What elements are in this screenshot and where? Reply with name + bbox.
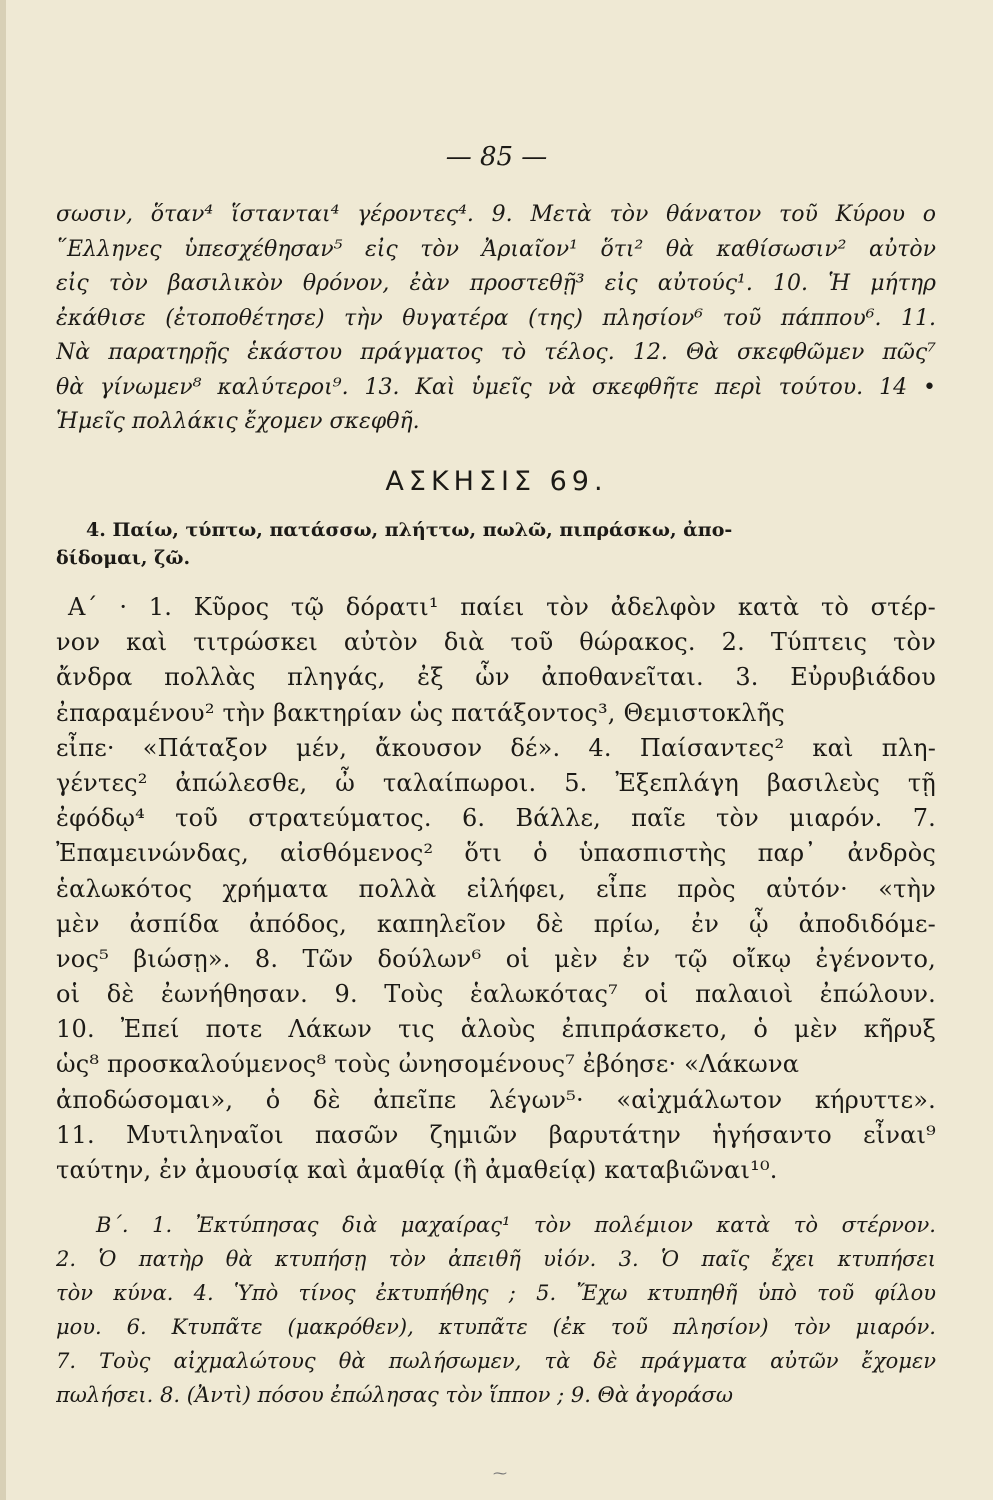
text-line: ταύτην, ἐν ἀμουσίᾳ καὶ ἀμαθίᾳ (ἢ ἀμαθείᾳ) καταβιῶναι¹⁰. [56,1156,778,1184]
intro-paragraph [56,198,936,440]
bottom-ink-mark: ⁓ [493,1466,507,1482]
text-line: εἰς τὸν βασιλικὸν θρόνον, ἐὰν προστεθῇ³ εἰς αὐτούς¹. 10. Ἡ μήτηρ [56,271,936,296]
text-line: ὡς⁸ προσκαλούμενος⁸ τοὺς ὠνησομένους⁷ ἐβόησε· «Λάκωνα [56,1050,800,1079]
text-line: μου. 6. Κτυπᾶτε (μακρόθεν), κτυπᾶτε (ἐκ τοῦ πλησίον) τὸν μιαρόν. [56,1315,936,1339]
text-line: ἐκάθισε (ἐτοποθέτησε) τὴν θυγατέρα (της) πλησίον⁶ τοῦ πάππου⁶. 11. [56,305,936,331]
text-line: γέντες² ἀπώλεσθε, ὦ ταλαίπωροι. 5. Ἐξεπλάγη βασιλεὺς τῇ [56,768,936,797]
exercise-a [56,590,936,1188]
text-line: 4. Παίω, τύπτω, πατάσσω, πλήττω, πωλῶ, πιπράσκω, ἀπο- [86,519,733,541]
text-line: Α΄ · 1. Κῦρος τῷ δόρατι¹ παίει τὸν ἀδελφὸν κατὰ τὸ στέρ- [68,593,936,621]
page-number: — 85 — [445,142,548,172]
text-line: Ἡμεῖς πολλάκις ἔχομεν σκεφθῆ. [56,409,420,434]
text-line: ἐπαραμένου² τὴν βακτηρίαν ὡς πατάξοντος³, Θεμιστοκλῆς [56,698,785,727]
text-line: οἱ δὲ ἐωνήθησαν. 9. Τοὺς ἑαλωκότας⁷ οἱ παλαιοὶ ἐπώλουν. [56,980,936,1009]
text-line: 2. Ὁ πατὴρ θὰ κτυπήσῃ τὸν ἀπειθῆ υἱόν. 3. Ὁ παῖς ἔχει κτυπήσει [56,1247,936,1271]
text-line: Ἐπαμεινώνδας, αἰσθόμενος² ὅτι ὁ ὑπασπιστὴς παρ᾽ ἀνδρὸς [56,839,936,868]
text-line: ἑαλωκότος χρήματα πολλὰ εἰλήφει, εἶπε πρὸς αὐτόν· «τὴν [56,874,936,903]
text-line: νος⁵ βιώσῃ». 8. Τῶν δούλων⁶ οἱ μὲν ἐν τῷ οἴκῳ ἐγένοντο, [56,944,936,973]
text-line: Β΄. 1. Ἐκτύπησας διὰ μαχαίρας¹ τὸν πολέμιον κατὰ τὸ στέρνον. [96,1213,936,1237]
page-edge-shadow [0,0,6,1500]
text-line: ἄνδρα πολλὰς πληγάς, ἐξ ὧν ἀποθανεῖται. 3. Εὐρυβιάδου [56,663,936,692]
text-line: ἀποδώσομαι», ὁ δὲ ἀπεῖπε λέγων⁵· «αἰχμάλωτον κήρυττε». [56,1085,936,1114]
text-line: Νὰ παρατηρῇς ἑκάστου πράγματος τὸ τέλος. 12. Θὰ σκεφθῶμεν πῶς⁷ [56,340,936,365]
text-line: 11. Μυτιληναῖοι πασῶν ζημιῶν βαρυτάτην ἡγήσαντο εἶναι⁹ [56,1120,936,1149]
text-line: νον καὶ τιτρώσκει αὐτὸν διὰ τοῦ θώρακος. 2. Τύπτεις τὸν [56,628,936,657]
text-line: μὲν ἀσπίδα ἀπόδος, καπηλεῖον δὲ πρίω, ἐν ᾧ ἀποδιδόμε- [56,909,936,938]
exercise-b [56,1208,936,1412]
text-line: τὸν κύνα. 4. Ὑπὸ τίνος ἐκτυπήθης ; 5. Ἔχω κτυπηθῆ ὑπὸ τοῦ φίλου [56,1281,936,1305]
text-line: σωσιν, ὅταν⁴ ἵστανται⁴ γέροντες⁴. 9. Μετὰ τὸν θάνατον τοῦ Κύρου ο [56,202,936,227]
verb-list [56,516,936,572]
text-line: εἶπε· «Πάταξον μέν, ἄκουσον δέ». 4. Παίσαντες² καὶ πλη- [56,733,936,762]
text-line: ἐφόδῳ⁴ τοῦ στρατεύματος. 6. Βάλλε, παῖε τὸν μιαρόν. 7. [56,804,936,833]
text-line: δίδομαι, ζῶ. [56,547,191,569]
text-line: ῞Ελληνες ὑπεσχέθησαν⁵ εἰς τὸν Ἀριαῖον¹ ὅτι² θὰ καθίσωσιν² αὐτὸν [56,236,936,262]
text-line: 7. Τοὺς αἰχμαλώτους θὰ πωλήσωμεν, τὰ δὲ πράγματα αὐτῶν ἔχομεν [56,1349,936,1373]
text-line: 10. Ἐπεί ποτε Λάκων τις ἁλοὺς ἐπιπράσκετο, ὁ μὲν κῆρυξ [56,1015,936,1044]
exercise-heading: ΑΣΚΗΣΙΣ 69. [385,466,608,497]
text-line: θὰ γίνωμεν⁸ καλύτεροι⁹. 13. Καὶ ὑμεῖς νὰ σκεφθῆτε περὶ τούτου. 14 • [56,374,936,400]
text-line: πωλήσει. 8. (Ἀντὶ) πόσου ἐπώλησας τὸν ἵππον ; 9. Θὰ ἀγοράσω [56,1383,733,1407]
